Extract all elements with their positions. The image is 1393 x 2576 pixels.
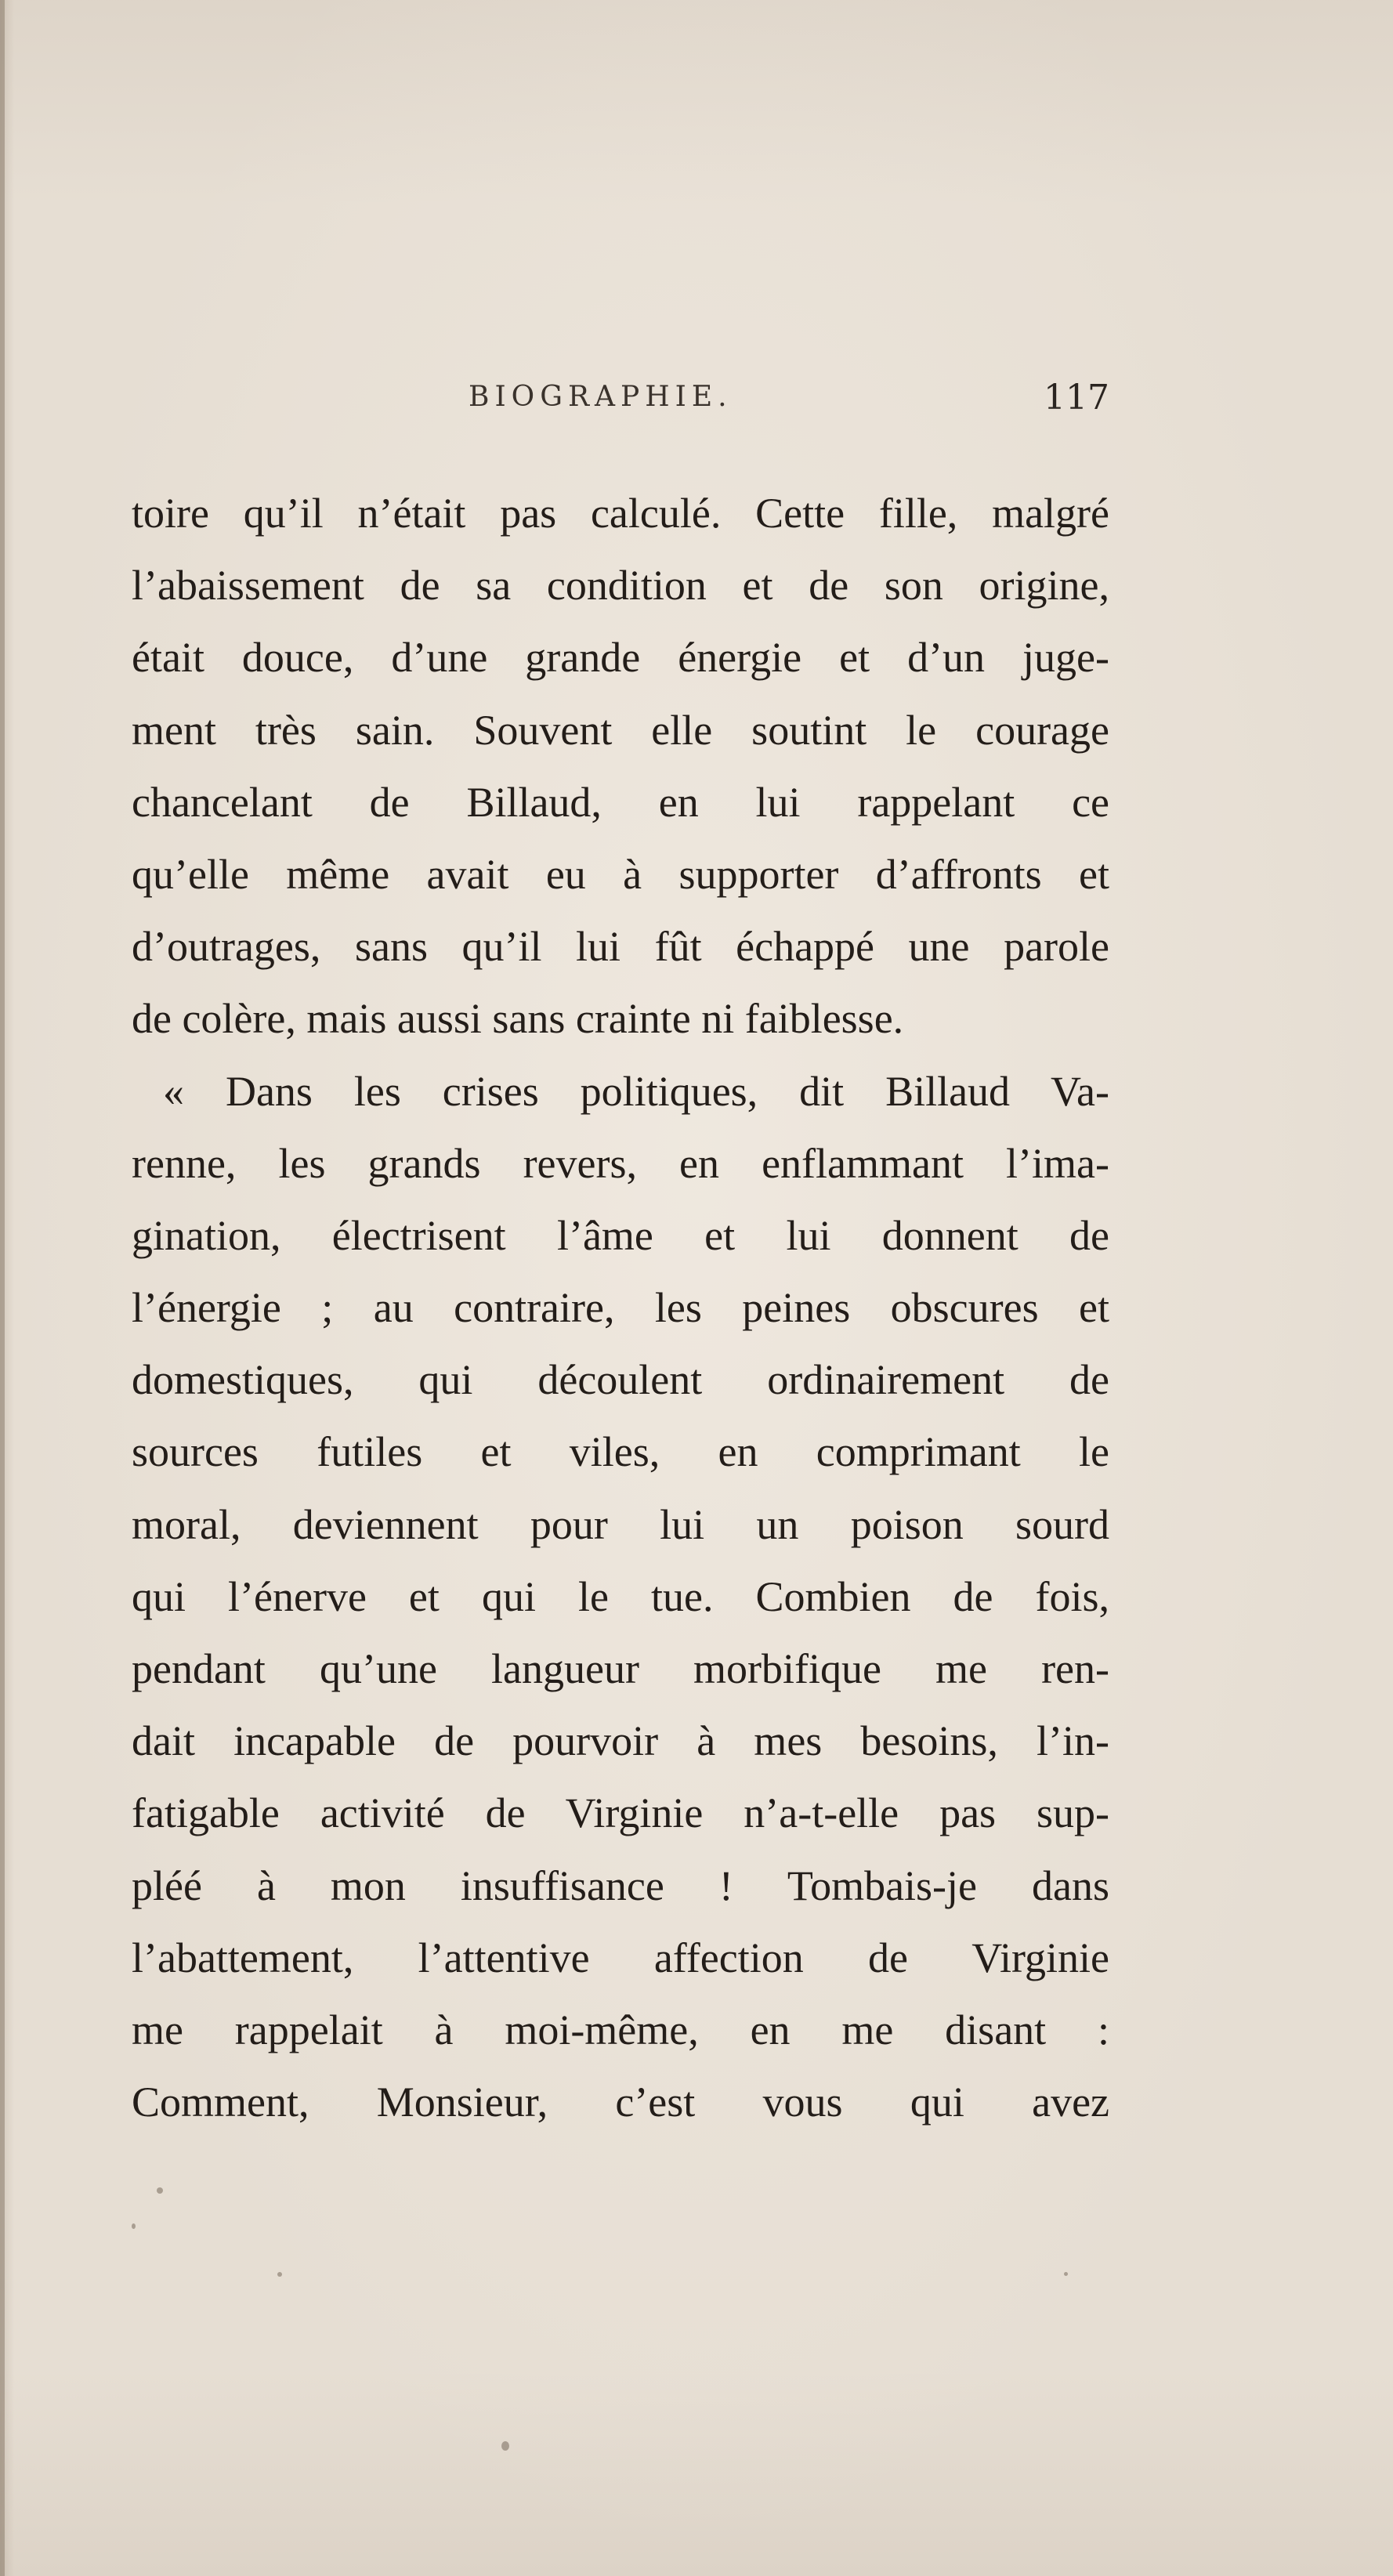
paper-speck (157, 2187, 163, 2194)
text-line: l’abattement, l’attentive affection de Virginie (132, 1934, 1109, 1981)
text-line: qu’elle même avait eu à supporter d’affronts et (132, 850, 1109, 898)
text-line: était douce, d’une grande énergie et d’un juge- (132, 634, 1109, 682)
text-line: ment très sain. Souvent elle soutint le courage (132, 706, 1109, 754)
text-line: l’abaissement de sa condition et de son origine, (132, 562, 1109, 610)
text-line: d’outrages, sans qu’il lui fût échappé une parole (132, 923, 1109, 971)
text-line: renne, les grands revers, en enflammant l’ima- (132, 1139, 1109, 1187)
text-line: fatigable activité de Virginie n’a-t-elle pas sup- (132, 1789, 1109, 1837)
paper-speck (277, 2272, 282, 2277)
page-header (132, 378, 1109, 428)
text-line: l’énergie ; au contraire, les peines obscures et (132, 1284, 1109, 1332)
page-edge (0, 0, 5, 2576)
text-line: Comment, Monsieur, c’est vous qui avez (132, 2079, 1109, 2126)
page-number: 117 (1044, 378, 1109, 418)
text-line: qui l’énerve et qui le tue. Combien de fois, (132, 1572, 1109, 1620)
text-line: pléé à mon insuffisance ! Tombais-je dans (132, 1861, 1109, 1909)
paper-speck (132, 2223, 136, 2229)
paper-speck (501, 2441, 509, 2451)
body-text (132, 482, 1109, 2143)
text-line: chancelant de Billaud, en lui rappelant ce (132, 778, 1109, 826)
text-line: moral, deviennent pour lui un poison sourd (132, 1500, 1109, 1548)
text-line: « Dans les crises politiques, dit Billaud Va- (163, 1067, 1109, 1115)
paper-speck (1064, 2272, 1068, 2276)
text-line: sources futiles et viles, en comprimant le (132, 1428, 1109, 1476)
text-line: pendant qu’une langueur morbifique me ren- (132, 1645, 1109, 1692)
text-line: domestiques, qui découlent ordinairement de (132, 1356, 1109, 1404)
running-head: BIOGRAPHIE. (469, 381, 733, 413)
text-line: toire qu’il n’était pas calculé. Cette fille, malgré (132, 490, 1109, 537)
text-line: de colère, mais aussi sans crainte ni faiblesse. (132, 995, 904, 1043)
text-line: me rappelait à moi-même, en me disant : (132, 2006, 1109, 2053)
text-line: dait incapable de pourvoir à mes besoins, l’in- (132, 1717, 1109, 1765)
text-line: gination, électrisent l’âme et lui donnent de (132, 1211, 1109, 1259)
